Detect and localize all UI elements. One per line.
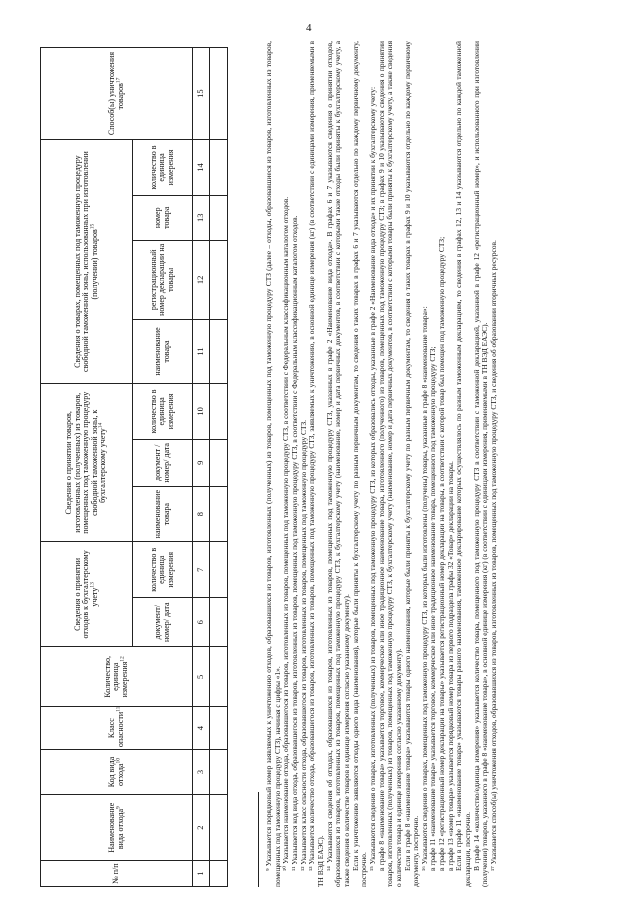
header-goods-acceptance: Сведения о принятии товаров, изготовленных (полученных) из товаров, помещенных под таможенную процедуру свободной таможенной зоны, к бухгалтерскому учету$^{14}$ <box>41 384 133 542</box>
footnote: ⁹ Указывается порядковый номер заявляемых к уничтожению отходов, образовавшихся из товаров, изготовленных (полученных) из товаров, помещенных под таможенную процедуру СТЗ (далее – отходы, образовавшиеся из товаров, изготовленных из товаров, помещенных под таможенную процедуру СТЗ), начиная с цифры «1». <box>264 41 282 887</box>
subheader-goods-qty: количество в единица измерения <box>133 384 193 440</box>
column-number: 3 <box>193 750 210 795</box>
footnote: в графе 11 «наименование товара» указывается торговое, коммерческое или иное традиционное наименование товара, помещенного под таможенную процедуру СТЗ; <box>428 346 438 871</box>
table-cell <box>210 439 228 486</box>
column-number: 8 <box>193 486 210 542</box>
table-cell <box>210 795 228 861</box>
subheader-goods-name: наименование товара <box>133 486 193 542</box>
column-number: 2 <box>193 795 210 861</box>
column-number: 7 <box>193 542 210 598</box>
footnote: Если в графе 11 «наименование товара» указываются товары разного наименования, таможенное декларирование которых осуществлялось по разным таможенным декларациям, то сведения в графах 12, 13 и 14 указываются отдельно по каждой таможенной декларации, построчно. <box>454 41 473 887</box>
table-cell <box>210 319 228 383</box>
column-number: 5 <box>193 647 210 707</box>
header-waste-name: Наименование вида отхода$^9$ <box>41 795 193 861</box>
footnote: ¹⁶ Указываются сведения о товарах, помещенных под таможенную процедуру СТЗ, из которых были изготовлены (получены) товары, указанные в графе 8 «наименование товара»: <box>419 306 429 871</box>
header-num: № п/п <box>41 861 193 887</box>
table-cell <box>210 240 228 319</box>
column-number: 15 <box>193 48 210 140</box>
column-number: 9 <box>193 439 210 486</box>
column-number: 6 <box>193 598 210 647</box>
table-cell <box>210 861 228 887</box>
footnotes <box>265 41 499 887</box>
table-cell <box>210 647 228 707</box>
waste-destruction-table <box>40 47 228 887</box>
rotated-page-content <box>40 17 600 887</box>
footnote: ¹⁵ Указываются сведения о товарах, изготовленных (полученных) из товаров, помещенных под таможенную процедуру СТЗ, из которых образовались отходы, указанные в графе 2 «Наименование вида отхода» и их принятии к бухгалтерскому учету: <box>367 86 377 871</box>
footnote: ¹⁴ Указываются сведения об отходах, образовавшихся из товаров, изготовленных из товаров, помещенных под таможенную процедуру СТЗ, указанных в графе 2 «Наименование вида отхода». В графах 6 и 7 указываются сведения о принятии отходов, образовавшихся из товаров, изготовленных из товаров, помещенных под таможенную процедуру СТЗ, к бухгалтерскому учету (наименование, номер и дата первичных документов, в соответствии с которыми такие отходы были приняты к бухгалтерскому учету, а также сведения о количестве товаров и единице измерения согласно указанному документу). <box>324 41 351 887</box>
footnote: ¹⁷ Указывается способ(ы) уничтожения отходов, образовавшихся из товаров, изготовленных из товаров, помещенных под таможенную процедуру СТЗ, и сведения об образовании вторичных ресурсов. <box>489 240 499 871</box>
table-cell <box>210 48 228 140</box>
table-cell <box>210 486 228 542</box>
table-cell <box>210 598 228 647</box>
footnote: ¹² Указывается класс опасности отхода, образовавшегося из товаров, изготовленных из товаров, помещенных под таможенную процедуру СТЗ. <box>298 419 308 871</box>
table-cell <box>210 707 228 750</box>
footnote: В графе 14 «количество/единица измерения» указывается количество товара, помещенного под таможенную процедуру СТЗ в соответствии с таможенной декларацией, указанной в графе 12 «регистрационный номер», и использованного при изготовлении (получении) товаров, указанного в графе 8 «наименование товара», в основной единице измерения (кг) (в соответствии с единицами измерения, применяемыми в ТН ВЭД ЕАЭС). <box>471 41 490 887</box>
header-waste-acceptance: Сведения о принятии отходов к бухгалтерскому учету$^{13}$ <box>41 542 133 647</box>
table-cell <box>210 750 228 795</box>
column-number: 13 <box>193 195 210 240</box>
subheader-goods-doc: документ /номер/ дата <box>133 439 193 486</box>
subheader-placed-qty: количество в единица измерения <box>133 140 193 196</box>
header-destruction-method: Способ(ы) уничтожения товаров$^{17}$ <box>41 48 193 140</box>
table-cell <box>210 140 228 196</box>
footnote-separator <box>258 792 259 887</box>
column-number-row <box>193 48 210 887</box>
column-number: 14 <box>193 140 210 196</box>
footnote: в графе 13 «номер товара» указывается порядковый номер товара из первого подраздела графы 32 «Товар» декларации на товары. <box>445 461 455 871</box>
column-number: 11 <box>193 319 210 383</box>
header-quantity: Количество, единица измерения$^{12}$ <box>41 647 193 707</box>
footnote: ¹³ Указывается количество отхода, образовавшегося из товаров, изготовленных из товаров, помещенных под таможенную процедуру СТЗ, заявляемых к уничтожению, в основной единице измерения (кг) (в соответствии с единицами измерения, применяемыми в ТН ВЭД ЕАЭС). <box>307 41 325 887</box>
column-number: 10 <box>193 384 210 440</box>
subheader-placed-item: номер товара <box>133 195 193 240</box>
column-number: 12 <box>193 240 210 319</box>
table-cell <box>210 195 228 240</box>
header-hazard-class: Класс опасности$^{11}$ <box>41 707 193 750</box>
subheader-placed-reg: регистрационный номер декларации на товары <box>133 240 193 319</box>
subheader-waste-doc: документ/ номер/ дата <box>133 598 193 647</box>
column-number: 1 <box>193 861 210 887</box>
subheader-placed-name: наименование товара <box>133 319 193 383</box>
table-cell <box>210 542 228 598</box>
table-cell <box>210 384 228 440</box>
header-placed-goods: Сведения о товарах, помещенных под таможенную процедуру свободной таможенной зоны, использованных при изготовлении (получении) товаров$^{15}$ <box>41 140 133 384</box>
footnote: в графе 12 «регистрационный номер декларации на товары» указывается регистрационный номер декларации на товары, в соответствии с которой товар был помещен под таможенную процедуру СТЗ; <box>437 236 447 871</box>
footnote: в графе 8 «наименование товара» указывается торговое, коммерческое или иное традиционное наименование товара, изготовленного (полученного) из товаров, помещенных под таможенную процедуру СТЗ; в графах 9 и 10 указываются сведения о принятии товаров, изготовленных (полученных) из товаров, помещенных под таможенную процедуру СТЗ, к бухгалтерскому учету (наименование, номер и дата первичных документов, в соответствии с которыми товары были приняты к бухгалтерскому учету, а также сведения о количестве товара и единице измерения согласно указанному документу). <box>376 41 403 887</box>
header-waste-code: Код вида отхода$^{10}$ <box>41 750 193 795</box>
page-number: 4 <box>306 22 312 34</box>
footnote: Если к уничтожению заявляются отходы одного вида (наименования), которые были приняты к бухгалтерскому учету по разным первичным документам, то сведения о таких товарах в графах 6 и 7 указываются отдельно по каждому первичному документу, построчно. <box>350 41 369 887</box>
footnote: ¹⁰ Указывается наименование отхода, образовавшегося из товаров, изготовленных из товаров, помещенных под таможенную процедуру СТЗ, в соответствии с Федеральным классификационным каталогом отходов. <box>281 196 291 871</box>
column-number: 4 <box>193 707 210 750</box>
footnote: Если в графе 8 «наименование товара» указываются товары одного наименования, которые были приняты к бухгалтерскому учету по разным первичным документам, то сведения о таких товарах в графах 9 и 10 указываются отдельно по каждому первичному документу, построчно. <box>402 41 421 887</box>
table-row <box>210 48 228 887</box>
footnote: ¹¹ Указывается код вида отхода, образовавшегося из товаров, изготовленных из товаров, помещенных под таможенную процедуру СТЗ, в соответствии с Федеральным классификационным каталогом отходов. <box>289 215 299 871</box>
subheader-waste-qty: количество в единица измерения <box>133 542 193 598</box>
